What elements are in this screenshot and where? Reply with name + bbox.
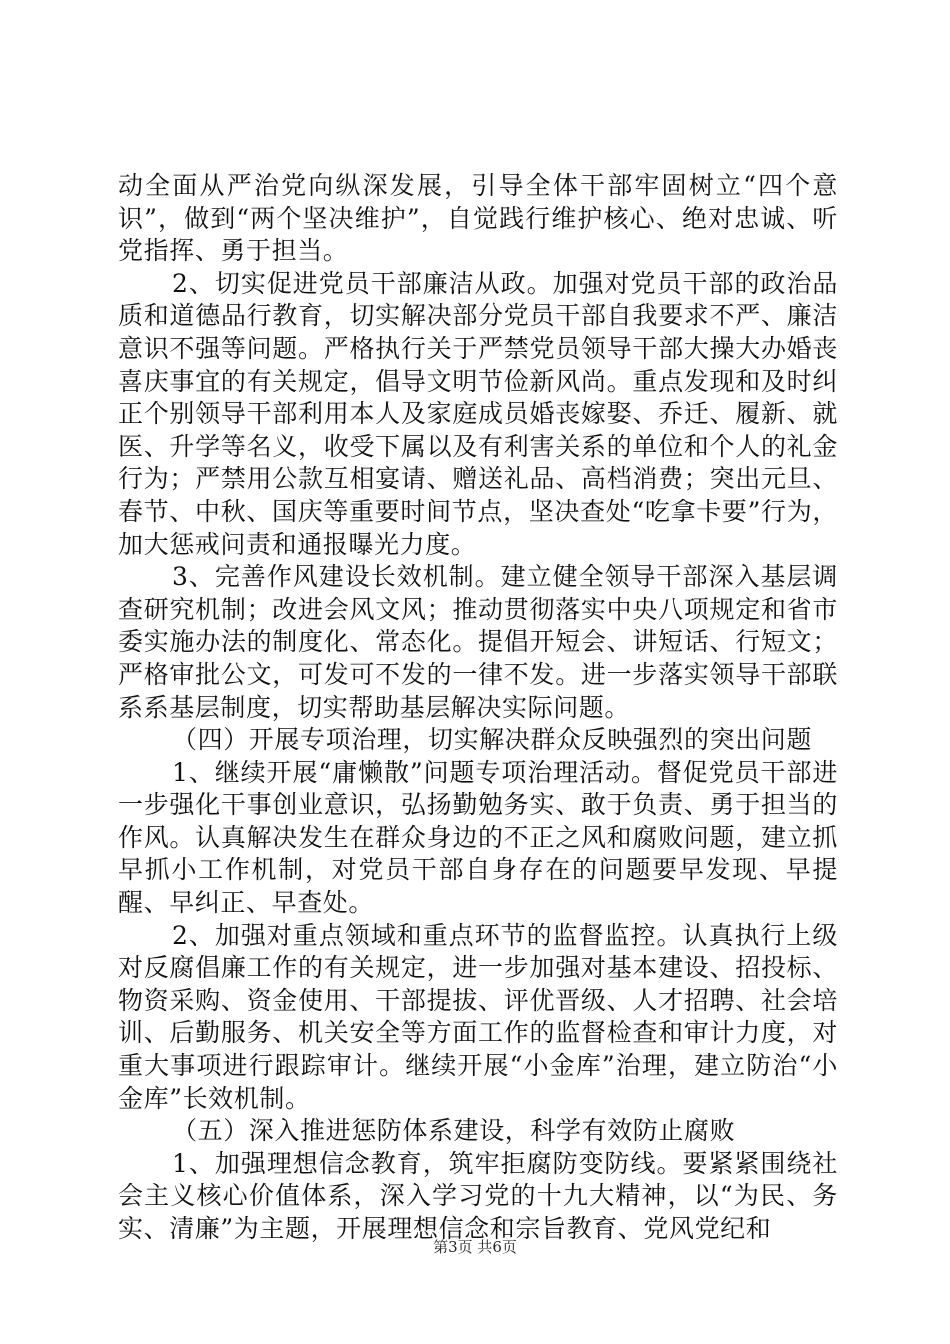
paragraph-item-3-work-style: 3、完善作风建设长效机制。建立健全领导干部深入基层调查研究机制；改进会风文风；推动贯彻落实中央八项规定和省市委实施办法的制度化、常态化。提倡开短会、讲短话、行短文；严格审批公文，可发可不发的一律不发。进一步落实领导干部联系系基层制度，切实帮助基层解决实际问题。 (118, 562, 838, 722)
paragraph-item-2-supervision: 2、加强对重点领域和重点环节的监督监控。认真执行上级对反腐倡廉工作的有关规定，进一步加强对基本建设、招投标、物资采购、资金使用、干部提拔、评优晋级、人才招聘、社会培训、后勤服务、机关安全等方面工作的监督检查和审计力度，对重大事项进行跟踪审计。继续开展“小金库”治理，建立防治“小金库”长效机制。 (118, 920, 838, 1113)
paragraph-item-2-clean-governance: 2、切实促进党员干部廉洁从政。加强对党员干部的政治品质和道德品行教育，切实解决部分党员干部自我要求不严、廉洁意识不强等问题。严格执行关于严禁党员领导干部大操大办婚丧喜庆事宜的有关规定，倡导文明节俭新风尚。重点发现和及时纠正个别领导干部利用本人及家庭成员婚丧嫁娶、乔迁、履新、就医、升学等名义，收受下属以及有利害关系的单位和个人的礼金行为；严禁用公款互相宴请、赠送礼品、高档消费；突出元旦、春节、中秋、国庆等重要时间节点，坚决查处“吃拿卡要”行为，加大惩戒问责和通报曝光力度。 (118, 268, 838, 559)
section-heading-5: （五）深入推进惩防体系建设，科学有效防止腐败 (172, 1116, 736, 1146)
section-heading-4: （四）开展专项治理，切实解决群众反映强烈的突出问题 (172, 725, 813, 755)
paragraph-item-1-ideals-education: 1、加强理想信念教育，筑牢拒腐防变防线。要紧紧围绕社会主义核心价值体系，深入学习党的十九大精神，以“为民、务实、清廉”为主题，开展理想信念和宗旨教育、党风党纪和 (118, 1148, 838, 1243)
page-footer: 第3页 共6页 (433, 1238, 517, 1256)
paragraph-item-1-special-governance: 1、继续开展“庸懒散”问题专项治理活动。督促党员干部进一步强化干事创业意识，弘扬勤勉务实、敢于负责、勇于担当的作风。认真解决发生在群众身边的不正之风和腐败问题，建立抓早抓小工作机制，对党员干部自身存在的问题要早发现、早提醒、早纠正、早查处。 (118, 757, 838, 918)
paragraph-continuation: 动全面从严治党向纵深发展，引导全体干部牢固树立“四个意识”，做到“两个坚决维护”，自觉践行维护核心、绝对忠诚、听党指挥、勇于担当。 (118, 171, 838, 266)
document-body (118, 170, 838, 1246)
